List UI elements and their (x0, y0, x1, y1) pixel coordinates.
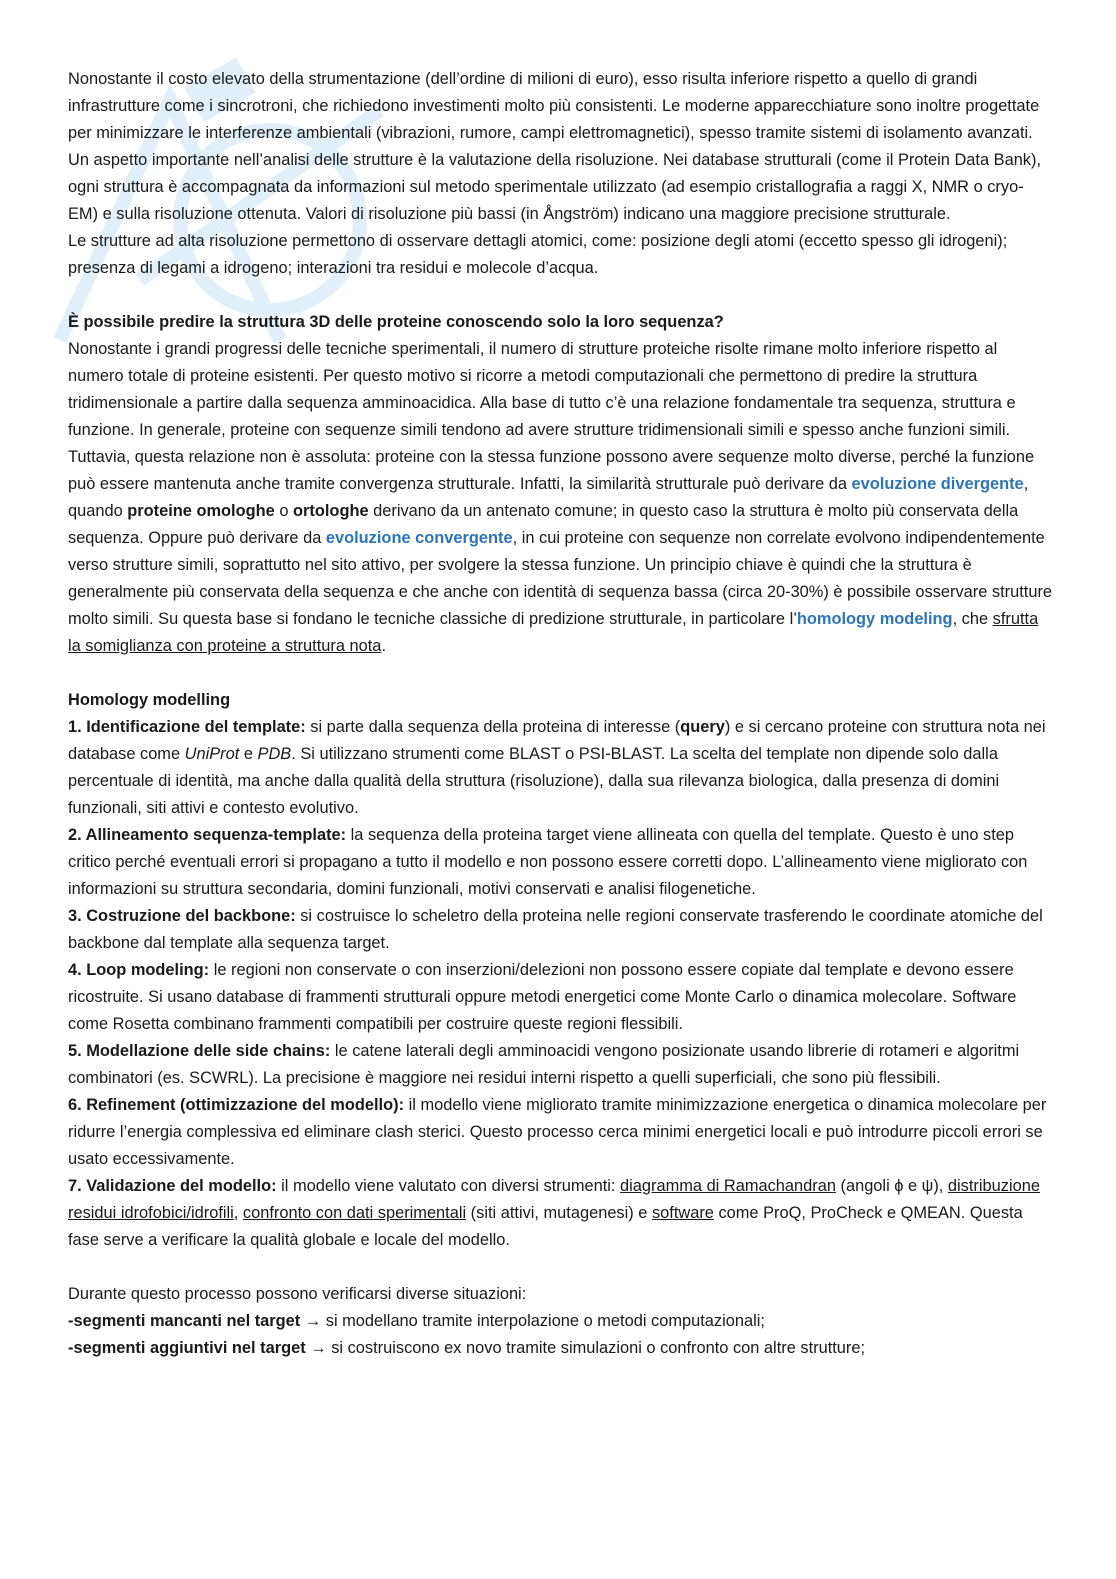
step-5-title: 5. Modellazione delle side chains: (68, 1042, 331, 1060)
document-page (68, 66, 1053, 1362)
step-3: 3. Costruzione del backbone: si costruisce lo scheletro della proteina nelle regioni conservate trasferendo le coordinate atomiche del backbone dal template alla sequenza target. (68, 907, 1043, 952)
underlined-phrase: sfrutta la somiglianza con proteine a struttura nota (68, 610, 1039, 655)
term-homology-modeling: homology modeling (796, 610, 953, 628)
step-5: 5. Modellazione delle side chains: le catene laterali degli amminoacidi vengono posizionate usando librerie di rotameri e algoritmi combinatori (es. SCWRL). La precisione è maggiore nei residui interni rispetto a quelli superficiali, che sono più flessibili. (68, 1042, 1020, 1087)
step-2: 2. Allineamento sequenza-template: la sequenza della proteina target viene allineata con quella del template. Questo è uno step critico perché eventuali errori si propagano a tutto il modello e non possono essere corretti dopo. L’allineamento viene migliorato con informazioni su struttura secondaria, domini funzionali, motivi conservati e analisi filogenetiche. (68, 826, 1028, 898)
situation-item-2: -segmenti aggiuntivi nel target → si costruiscono ex novo tramite simulazioni o confronto con altre strutture; (68, 1339, 866, 1357)
situations-intro: Durante questo processo possono verificarsi diverse situazioni: (68, 1285, 527, 1303)
term-ortologhe: ortologhe (293, 502, 369, 520)
term-evoluzione-convergente: evoluzione convergente (325, 529, 513, 547)
section-heading-prediction: È possibile predire la struttura 3D delle proteine conoscendo solo la loro sequenza? (68, 313, 724, 331)
step-2-title: 2. Allineamento sequenza-template: (68, 826, 347, 844)
step-3-title: 3. Costruzione del backbone: (68, 907, 296, 925)
term-evoluzione-divergente: evoluzione divergente (851, 475, 1024, 493)
term-proteine-omologhe: proteine omologhe (127, 502, 275, 520)
step-1: 1. Identificazione del template: si parte dalla sequenza della proteina di interesse (query) e si cercano proteine con struttura nota nei database come UniProt e PDB. Si utilizzano strumenti come BLAST o PSI-BLAST. La scelta del template non dipende solo dalla percentuale di identità, ma anche dalla qualità della struttura (risoluzione), dalla sua rilevanza biologica, dalla presenza di domini funzionali, siti attivi e contesto evolutivo. (68, 718, 1046, 817)
prediction-paragraph: Nonostante i grandi progressi delle tecniche sperimentali, il numero di strutture proteiche risolte rimane molto inferiore rispetto al numero totale di proteine esistenti. Per questo motivo si ricorre a metodi computazionali che permettono di predire la struttura tridimensionale a partire dalla sequenza amminoacidica. Alla base di tutto c’è una relazione fondamentale tra sequenza, struttura e funzione. In generale, proteine con sequenze simili tendono ad avere strutture tridimensionali simili e spesso anche funzioni simili. Tuttavia, questa relazione non è assoluta: proteine con la stessa funzione possono avere sequenze molto diverse, perché la funzione può essere mantenuta anche tramite convergenza strutturale. Infatti, la similarità strutturale può derivare da evoluzione divergente, quando proteine omologhe o ortologhe derivano da un antenato comune; in questo caso la struttura è molto più conservata della sequenza. Oppure può derivare da evoluzione convergente, in cui proteine con sequenze non correlate evolvono indipendentemente verso strutture simili, soprattutto nel sito attivo, per svolgere la stessa funzione. Un principio chiave è quindi che la struttura è generalmente più conservata della sequenza e che anche con identità di sequenza bassa (circa 20-30%) è possibile osservare strutture molto simili. Su questa base si fondano le tecniche classiche di predizione strutturale, in particolare l’homology modeling, che sfrutta la somiglianza con proteine a struttura nota. (68, 340, 1053, 655)
step-4: 4. Loop modeling: le regioni non conservate o con inserzioni/delezioni non possono essere copiate dal template e devono essere ricostruite. Si usano database di frammenti strutturali oppure metodi energetici come Monte Carlo o dinamica molecolare. Software come Rosetta combinano frammenti compatibili per costruire queste regioni flessibili. (68, 961, 1017, 1033)
step-6: 6. Refinement (ottimizzazione del modello): il modello viene migliorato tramite minimizzazione energetica o dinamica molecolare per ridurre l’energia complessiva ed eliminare clash sterici. Questo processo cerca minimi energetici locali e può introdurre piccoli errori se usato eccessivamente. (68, 1096, 1047, 1168)
intro-paragraph-2: Le strutture ad alta risoluzione permettono di osservare dettagli atomici, come: posizione degli atomi (eccetto spesso gli idrogeni); presenza di legami a idrogeno; interazioni tra residui e molecole d’acqua. (68, 232, 1008, 277)
step-1-title: 1. Identificazione del template: (68, 718, 306, 736)
step-6-title: 6. Refinement (ottimizzazione del modello): (68, 1096, 405, 1114)
step-4-title: 4. Loop modeling: (68, 961, 210, 979)
section-heading-homology: Homology modelling (68, 691, 231, 709)
step-7: 7. Validazione del modello: il modello viene valutato con diversi strumenti: diagramma di Ramachandran (angoli ϕ e ψ), distribuzione residui idrofobici/idrofili, confronto con dati sperimentali (siti attivi, mutagenesi) e software come ProQ, ProCheck e QMEAN. Questa fase serve a verificare la qualità globale e locale del modello. (68, 1177, 1040, 1249)
step-7-title: 7. Validazione del modello: (68, 1177, 277, 1195)
intro-paragraph: Nonostante il costo elevato della strumentazione (dell’ordine di milioni di euro), esso risulta inferiore rispetto a quello di grandi infrastrutture come i sincrotroni, che richiedono investimenti molto più consistenti. Le moderne apparecchiature sono inoltre progettate per minimizzare le interferenze ambientali (vibrazioni, rumore, campi elettromagnetici), spesso tramite sistemi di isolamento avanzati. Un aspetto importante nell’analisi delle strutture è la valutazione della risoluzione. Nei database strutturali (come il Protein Data Bank), ogni struttura è accompagnata da informazioni sul metodo sperimentale utilizzato (ad esempio cristallografia a raggi X, NMR o cryo-EM) e sulla risoluzione ottenuta. Valori di risoluzione più bassi (in Ångström) indicano una maggiore precisione strutturale. (68, 70, 1042, 223)
situation-item-1: -segmenti mancanti nel target → si modellano tramite interpolazione o metodi computazionali; (68, 1312, 765, 1330)
